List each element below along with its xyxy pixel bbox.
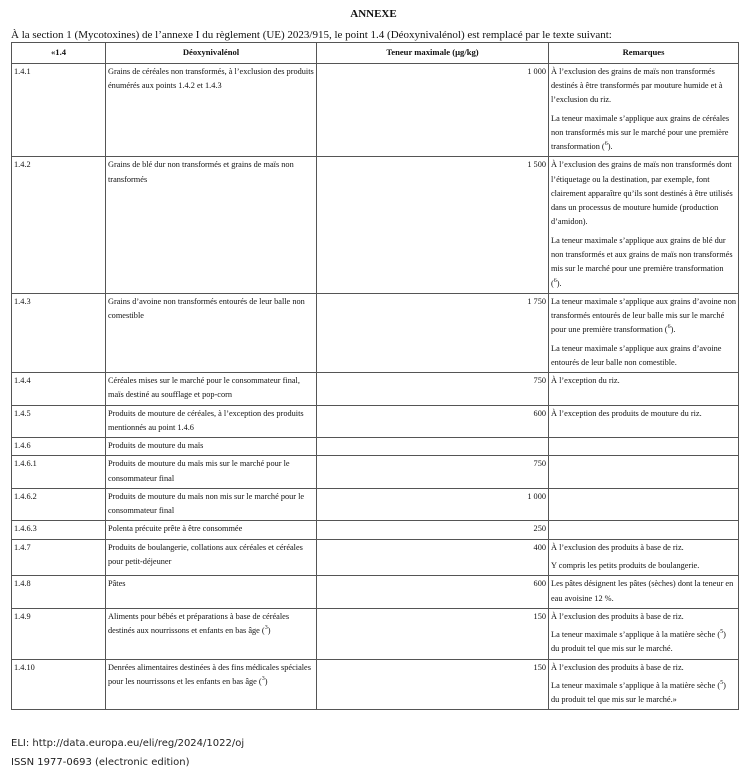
row-remarks [549, 373, 739, 406]
remark-text: La teneur maximale s’applique aux grains d’avoine non transformés entourés de leur balle mis sur le marché pour une première transformation ( [551, 296, 737, 335]
row-max-content [317, 438, 549, 456]
table-row [12, 63, 739, 157]
product-text: Produits de mouture du maïs non mis sur le marché pour le consommateur final [108, 491, 305, 516]
row-max-content: 1 500 [317, 157, 549, 293]
row-remarks [549, 438, 739, 456]
remark-text-after: ) du produit tel que mis sur le marché. [551, 630, 726, 654]
row-product [106, 659, 317, 710]
row-code: 1.4.8 [12, 576, 106, 609]
row-max-content: 1 750 [317, 293, 549, 372]
row-max-content: 400 [317, 539, 549, 576]
row-code: 1.4.6.2 [12, 488, 106, 521]
remark-text: La teneur maximale s’applique à la matière sèche ( [551, 680, 721, 690]
remark-text: À l’exception du riz. [551, 376, 620, 386]
product-text: Produits de mouture du maïs [108, 441, 204, 451]
remark-text: Les pâtes désignent les pâtes (sèches) dont la teneur en eau avoisine 12 %. [551, 579, 734, 603]
table-row [12, 576, 739, 609]
remark-paragraph [551, 610, 736, 624]
remark-text: À l’exclusion des produits à base de riz. [551, 542, 684, 552]
remark-paragraph [551, 158, 736, 229]
row-code: 1.4.7 [12, 539, 106, 576]
remark-paragraph [551, 234, 736, 291]
row-remarks [549, 539, 739, 576]
product-text: Grains de blé dur non transformés et grains de maïs non transformés [108, 160, 294, 184]
product-text: Produits de mouture du maïs mis sur le marché pour le consommateur final [108, 459, 290, 483]
product-text: Produits de mouture de céréales, à l’exception des produits mentionnés au point 1.4.6 [108, 408, 304, 432]
row-code: 1.4.3 [12, 293, 106, 372]
remark-text: La teneur maximale s’applique aux grains de blé dur non transformés et aux grains de maïs non transformés mis sur le marché pour une première transformation ( [551, 235, 733, 288]
product-text: Pâtes [108, 579, 126, 589]
row-product [106, 373, 317, 406]
remark-paragraph [551, 407, 736, 421]
row-code: 1.4.5 [12, 405, 106, 438]
remark-paragraph [551, 628, 736, 657]
footnote-ref: 3 [261, 676, 265, 683]
product-text: Grains de céréales non transformés, à l’exclusion des produits énumérés aux points 1.4.2 et 1.4.3 [108, 66, 314, 91]
row-product [106, 521, 317, 539]
row-product [106, 488, 317, 521]
table-header-row [12, 43, 739, 64]
column-header-code: «1.4 [12, 43, 106, 64]
row-product [106, 293, 317, 372]
product-text: Aliments pour bébés et préparations à base de céréales destinés aux nourrissons et enfants en bas âge ( [108, 611, 290, 636]
remark-paragraph [551, 112, 736, 155]
row-remarks [549, 405, 739, 438]
row-max-content: 1 000 [317, 488, 549, 521]
row-code: 1.4.6.3 [12, 521, 106, 539]
remark-paragraph [551, 679, 736, 708]
table-row [12, 608, 739, 659]
row-code: 1.4.9 [12, 608, 106, 659]
row-remarks [549, 659, 739, 710]
row-code: 1.4.6 [12, 438, 106, 456]
footnote-ref: 5 [720, 629, 724, 636]
eli-reference: ELI: http://data.europa.eu/eli/reg/2024/1022/oj [11, 738, 245, 749]
row-max-content: 150 [317, 608, 549, 659]
footnote-ref: 3 [264, 625, 268, 632]
row-code: 1.4.2 [12, 157, 106, 293]
table-row [12, 659, 739, 710]
row-max-content: 150 [317, 659, 549, 710]
row-product [106, 157, 317, 293]
row-product [106, 63, 317, 157]
remark-paragraph [551, 541, 736, 555]
table-row [12, 293, 739, 372]
product-text: Grains d’avoine non transformés entourés de leur balle non comestible [108, 296, 305, 321]
remark-paragraph [551, 342, 736, 371]
column-header-substance: Déoxynivalénol [106, 43, 317, 64]
remark-paragraph [551, 65, 736, 108]
table-row [12, 521, 739, 539]
row-remarks [549, 456, 739, 489]
remark-paragraph [551, 661, 736, 675]
footnote-ref: 5 [720, 680, 724, 687]
product-text: Polenta précuite prête à être consommée [108, 524, 243, 534]
annex-title: ANNEXE [350, 8, 397, 20]
table-row [12, 373, 739, 406]
remark-text: La teneur maximale s’applique aux grains d’avoine entourés de leur balle non comestible. [551, 343, 722, 367]
row-product [106, 576, 317, 609]
product-text: Produits de boulangerie, collations aux céréales et céréales pour petit-déjeuner [108, 542, 303, 567]
row-max-content: 600 [317, 405, 549, 438]
row-max-content: 750 [317, 373, 549, 406]
table-row [12, 405, 739, 438]
remark-text: À l’exclusion des grains de maïs non transformés dont l’étiquetage ou la destination, par exemple, font clairement apparaître qu’ils sont destinés à être utilisés dans un processus de mouture humide (production d’amidon). [551, 160, 733, 227]
row-product [106, 539, 317, 576]
remark-text-after: ) du produit tel que mis sur le marché.» [551, 680, 726, 705]
product-text: Denrées alimentaires destinées à des fins médicales spéciales pour les nourrissons et les enfants en bas âge ( [108, 662, 311, 686]
footnote-ref: 6 [553, 277, 557, 284]
row-remarks [549, 293, 739, 372]
remark-paragraph [551, 295, 736, 338]
remark-paragraph [551, 559, 736, 573]
issn-reference: ISSN 1977-0693 (electronic edition) [11, 757, 190, 768]
product-text-after: ) [267, 626, 271, 636]
remark-text: À l’exception des produits de mouture du riz. [551, 408, 702, 418]
remark-paragraph [551, 577, 736, 606]
row-product [106, 405, 317, 438]
remark-text-after: ). [670, 325, 676, 335]
row-code: 1.4.1 [12, 63, 106, 157]
remark-text: La teneur maximale s’applique à la matière sèche ( [551, 630, 721, 640]
product-text: Céréales mises sur le marché pour le consommateur final, maïs destiné au soufflage et pop-corn [108, 376, 300, 400]
table-row [12, 488, 739, 521]
remark-text-after: ). [607, 142, 613, 152]
row-max-content: 750 [317, 456, 549, 489]
row-remarks [549, 63, 739, 157]
remark-paragraph [551, 374, 736, 388]
row-remarks [549, 157, 739, 293]
table-row [12, 438, 739, 456]
row-remarks [549, 488, 739, 521]
row-product [106, 438, 317, 456]
row-code: 1.4.6.1 [12, 456, 106, 489]
table-row [12, 539, 739, 576]
footnote-ref: 6 [667, 324, 671, 331]
remark-text: Y compris les petits produits de boulangerie. [551, 561, 700, 571]
table-row [12, 456, 739, 489]
remark-text: À l’exclusion des grains de maïs non transformés destinés à être transformés par mouture humide et à l’exclusion du riz. [551, 66, 723, 105]
row-remarks [549, 576, 739, 609]
table-row [12, 157, 739, 293]
row-max-content: 1 000 [317, 63, 549, 157]
column-header-remarks: Remarques [549, 43, 739, 64]
row-code: 1.4.10 [12, 659, 106, 710]
deoxynivalenol-table [11, 42, 739, 710]
row-remarks [549, 608, 739, 659]
remark-text: À l’exclusion des produits à base de riz. [551, 611, 684, 621]
row-max-content: 250 [317, 521, 549, 539]
remark-text: La teneur maximale s’applique aux grains de céréales non transformés mis sur le marché pour une première transformation ( [551, 113, 730, 152]
footnote-ref: 6 [604, 141, 608, 148]
column-header-max-content: Teneur maximale (µg/kg) [317, 43, 549, 64]
row-product [106, 456, 317, 489]
intro-text: À la section 1 (Mycotoxines) de l’annexe I du règlement (UE) 2023/915, le point 1.4 (Déoxynivalénol) est remplacé par le texte suivant: [11, 29, 612, 41]
row-max-content: 600 [317, 576, 549, 609]
product-text-after: ) [264, 676, 268, 686]
table-body [12, 63, 739, 710]
remark-text-after: ). [556, 278, 562, 288]
remark-text: À l’exclusion des produits à base de riz. [551, 662, 684, 672]
row-product [106, 608, 317, 659]
row-remarks [549, 521, 739, 539]
row-code: 1.4.4 [12, 373, 106, 406]
